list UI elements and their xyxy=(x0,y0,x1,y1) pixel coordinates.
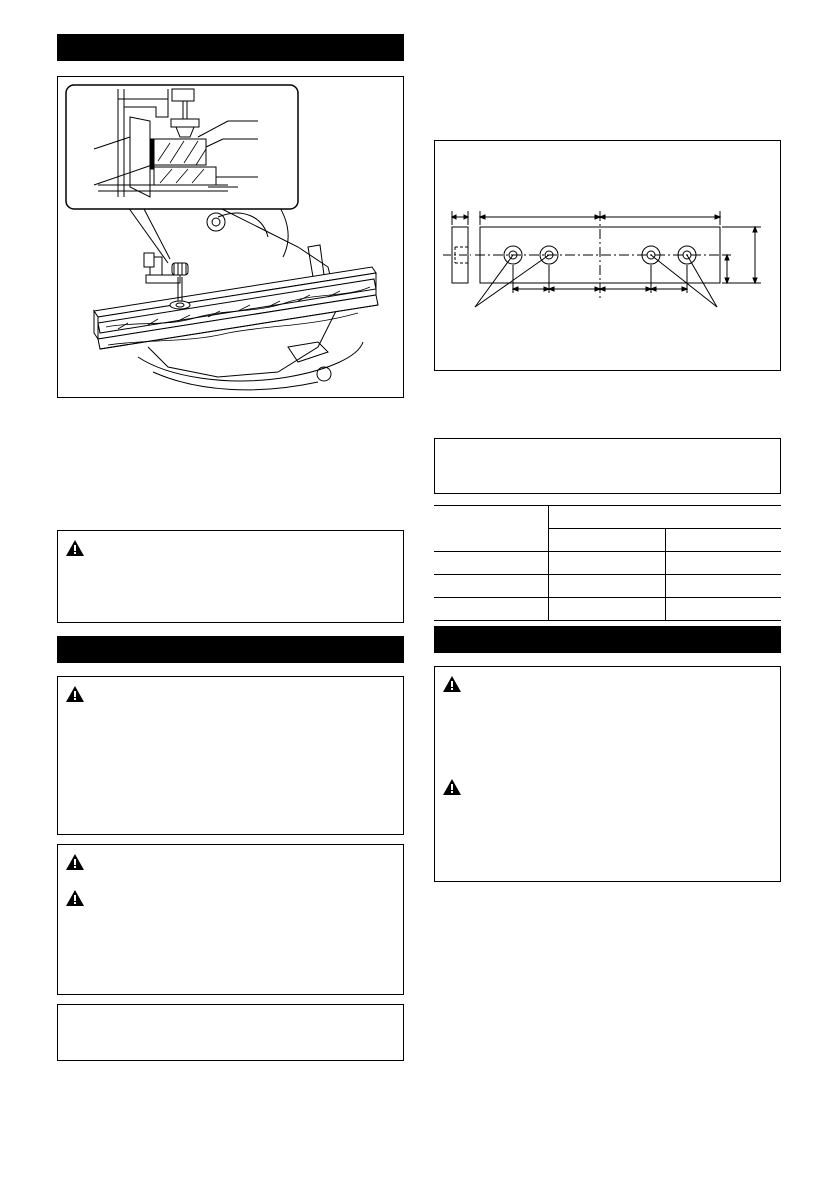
table-row xyxy=(434,598,781,621)
saw-fence-clamp-illustration xyxy=(58,77,403,397)
figure-wood-facing xyxy=(434,140,781,371)
warning-triangle-icon xyxy=(66,854,84,870)
note-box xyxy=(57,1004,404,1061)
section-header-bar xyxy=(57,34,404,61)
figure-saw-fence xyxy=(57,76,404,398)
wood-facing-dimension-drawing xyxy=(435,141,780,370)
table-row xyxy=(434,575,781,598)
warning-triangle-icon xyxy=(66,686,84,702)
caution-box xyxy=(57,676,404,835)
caution-box xyxy=(57,844,404,995)
note-box xyxy=(434,438,781,494)
section-header-bar xyxy=(434,626,781,653)
caution-box xyxy=(434,666,781,882)
table-header-cell xyxy=(549,529,666,552)
caution-box xyxy=(57,530,404,623)
warning-triangle-icon xyxy=(66,540,84,556)
table-header-cell xyxy=(549,506,782,529)
table-header-cell xyxy=(666,529,782,552)
section-header-bar xyxy=(57,636,404,663)
warning-triangle-icon xyxy=(66,890,84,906)
warning-triangle-icon xyxy=(443,676,461,692)
warning-triangle-icon xyxy=(443,779,461,795)
table-row xyxy=(434,552,781,575)
table-header-cell xyxy=(434,506,549,552)
dimension-table xyxy=(434,505,781,621)
